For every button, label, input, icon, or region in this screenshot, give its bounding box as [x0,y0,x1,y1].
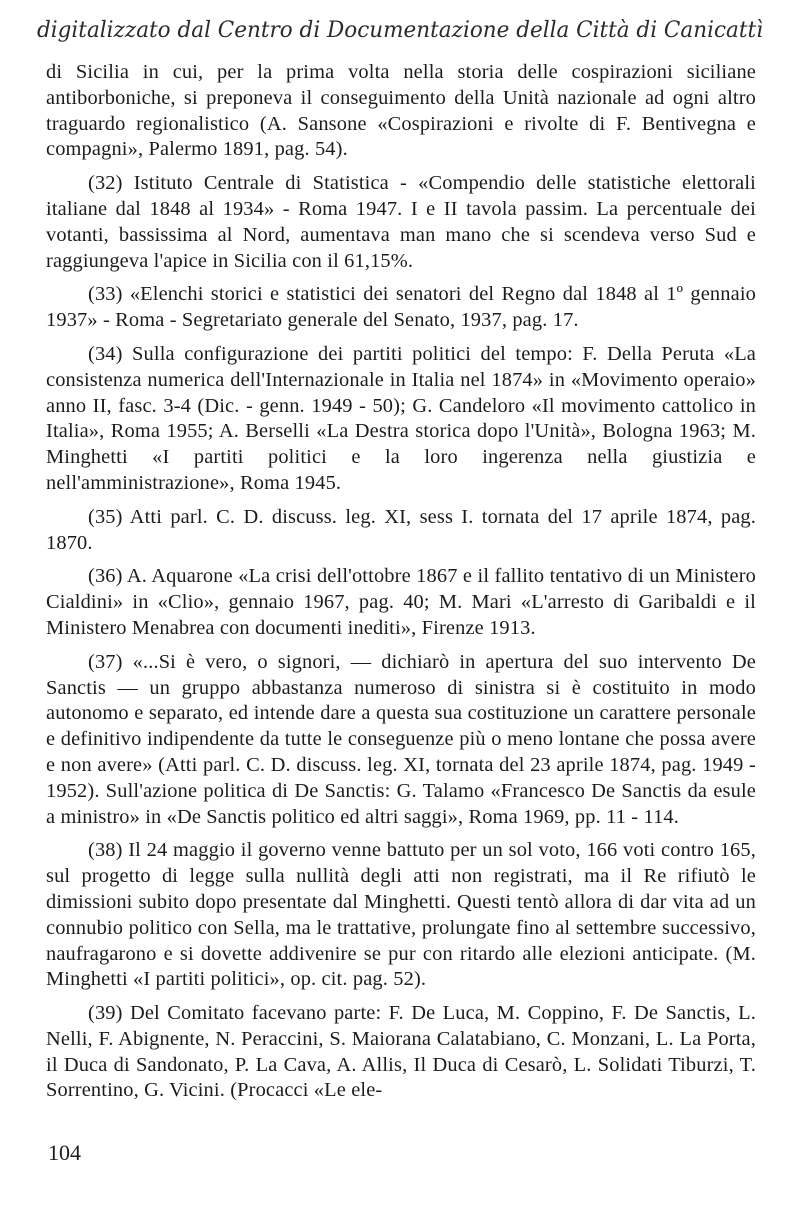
page-number: 104 [48,1140,81,1165]
watermark-text: digitalizzato dal Centro di Documentazione della Città di Canicattì [37,17,763,43]
note-38: (38) Il 24 maggio il governo venne battuto per un sol voto, 166 voti contro 165, sul progetto di legge sulla nullità degli atti non registrati, ma il Re rifiutò le dimissioni subito dopo presentate dal Minghetti. Questi tentò allora di dar vita ad un connubio politico con Sella, ma le trattative, prolungate fino al settembre successivo, naufragarono e si dovette addivenire se pur con ritardo alle elezioni anticipate. (M. Minghetti «I partiti politici», op. cit. pag. 52). [46,839,756,991]
note-continuation: di Sicilia in cui, per la prima volta nella storia delle cospirazioni siciliane antiborboniche, si preponeva il conseguimento della Unità nazionale ad ogni altro traguardo regionalistico (A. Sansone «Cospirazioni e rivolte di F. Bentivegna e compagni», Palermo 1891, pag. 54). [46,61,756,161]
footnotes [46,60,756,1112]
note-35: (35) Atti parl. C. D. discuss. leg. XI, sess I. tornata del 17 aprile 1874, pag. 1870. [46,505,756,554]
note-37: (37) «...Si è vero, o signori, — dichiarò in apertura del suo intervento De Sanctis — un gruppo abbastanza numeroso di sinistra si è costituito in modo autonomo e separato, ed intende dare a questa sua costituzione un carattere personale e definitivo indipendente da tutte le conseguenze più o meno lontane che possa avere e non avere» (Atti parl. C. D. discuss. leg. XI, tornata del 23 aprile 1874, pag. 1949 - 1952). Sull'azione politica di De Sanctis: G. Talamo «Francesco De Sanctis da esule a ministro» in «De Sanctis politico ed altri saggi», Roma 1969, pp. 11 - 114. [46,650,756,828]
note-34: (34) Sulla configurazione dei partiti politici del tempo: F. Della Peruta «La consistenza numerica dell'Internazionale in Italia nel 1874» in «Movimento operaio» anno II, fasc. 3-4 (Dic. - genn. 1949 - 50); G. Candeloro «Il movimento cattolico in Italia», Roma 1955; A. Berselli «La Destra storica dopo l'Unità», Bologna 1963; M. Minghetti «I partiti politici e la loro ingerenza nella giustizia e nell'amministrazione», Roma 1945. [46,342,756,494]
note-36: (36) A. Aquarone «La crisi dell'ottobre 1867 e il fallito tentativo di un Ministero Cialdini» in «Clio», gennaio 1967, pag. 40; M. Mari «L'arresto di Garibaldi e il Ministero Menabrea con documenti inediti», Firenze 1913. [46,565,756,639]
note-39: (39) Del Comitato facevano parte: F. De Luca, M. Coppino, F. De Sanctis, L. Nelli, F. Abignente, N. Peraccini, S. Maiorana Calatabiano, C. Monzani, L. La Porta, il Duca di Sandonato, P. La Cava, A. Allis, Il Duca di Cesarò, L. Solidati Tiburzi, T. Sorrentino, G. Vicini. (Procacci «Le ele- [46,1002,756,1102]
note-33: (33) «Elenchi storici e statistici dei senatori del Regno dal 1848 al 1º gennaio 1937» - Roma - Segretariato generale del Senato, 1937, pag. 17. [46,283,756,332]
note-32: (32) Istituto Centrale di Statistica - «Compendio delle statistiche elettorali italiane dal 1848 al 1934» - Roma 1947. I e II tavola passim. La percentuale dei votanti, bassissima al Nord, aumentava man mano che si scendeva verso Sud e raggiungeva l'apice in Sicilia con il 61,15%. [46,172,756,272]
watermark-banner [0,4,800,52]
